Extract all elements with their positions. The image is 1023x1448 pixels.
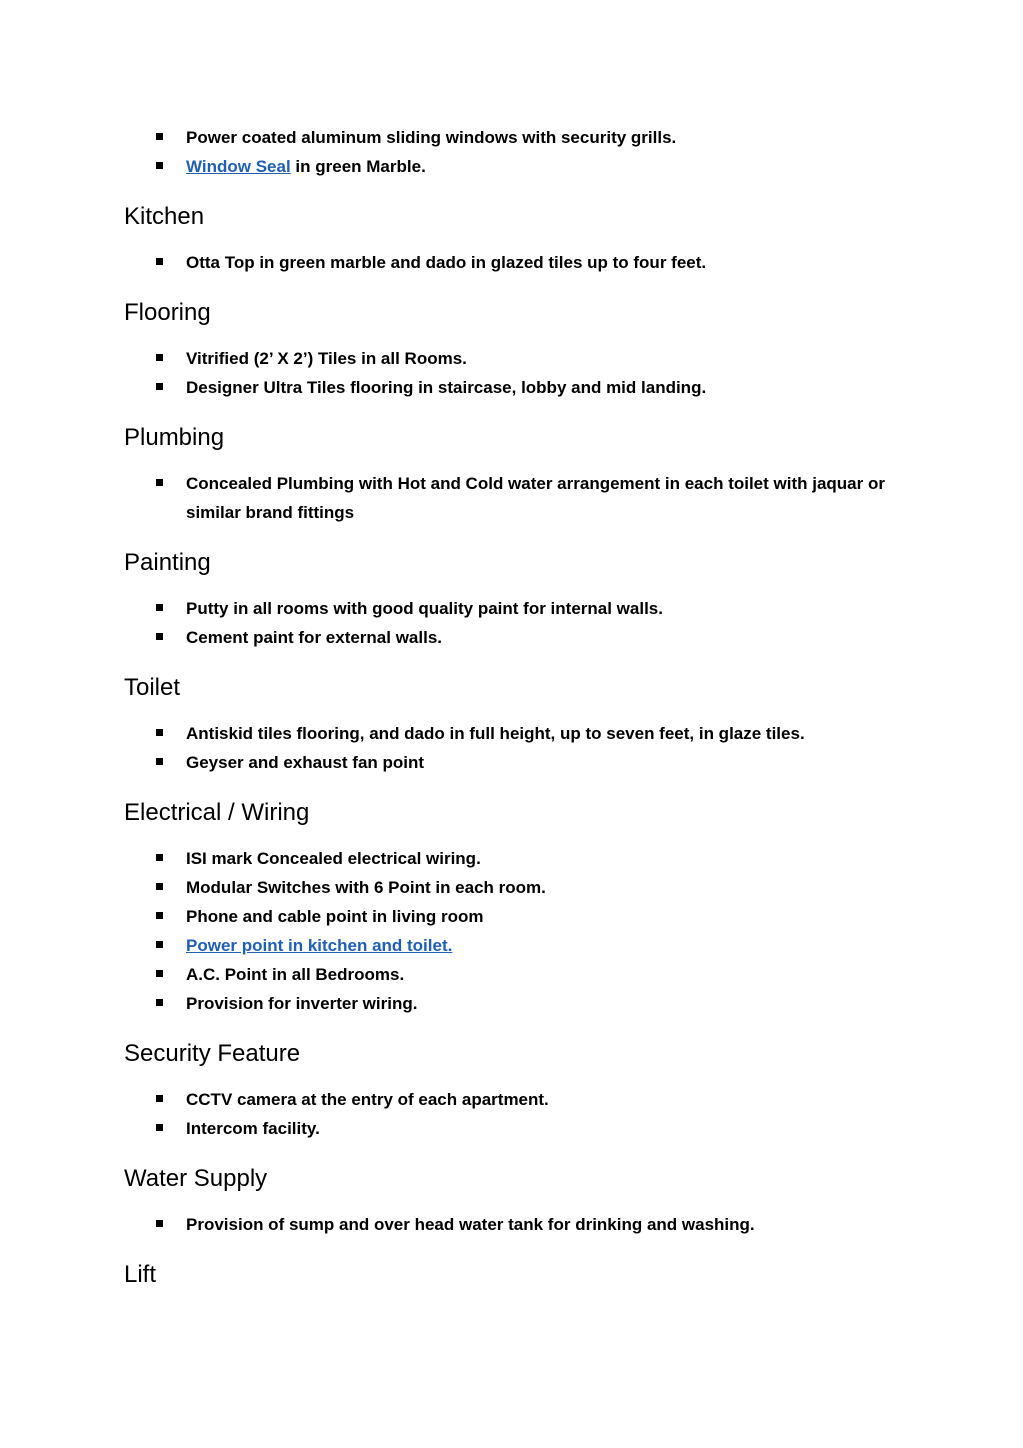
- square-bullet-icon: [156, 1124, 163, 1131]
- section-heading-kitchen: Kitchen: [124, 203, 205, 230]
- list-item-text: Phone and cable point in living room: [186, 907, 484, 926]
- square-bullet-icon: [156, 604, 163, 611]
- section-heading-security: Security Feature: [124, 1040, 301, 1067]
- list-item-text: CCTV camera at the entry of each apartment.: [186, 1090, 549, 1109]
- section-heading-lift: Lift: [124, 1261, 157, 1288]
- list-item-text: Provision of sump and over head water tank for drinking and washing.: [186, 1215, 755, 1234]
- list-item-text: Geyser and exhaust fan point: [186, 753, 425, 772]
- list-item-text: [186, 931, 906, 960]
- list-item-text: [186, 123, 906, 152]
- list-item-text: Intercom facility.: [186, 1119, 320, 1138]
- square-bullet-icon: [156, 258, 163, 265]
- section-heading-toilet: Toilet: [124, 674, 181, 701]
- section-heading-electrical: Electrical / Wiring: [124, 799, 310, 826]
- list-item-text: Putty in all rooms with good quality paint for internal walls.: [186, 599, 663, 618]
- window-seal-link[interactable]: Window Seal: [186, 157, 291, 176]
- section-heading-water-supply: Water Supply: [124, 1165, 268, 1192]
- power-point-link[interactable]: Power point in kitchen and toilet.: [186, 936, 453, 955]
- item-text: Power coated aluminum sliding windows with security grills.: [186, 128, 677, 147]
- list-item-text: Antiskid tiles flooring, and dado in full height, up to seven feet, in glaze tiles.: [186, 724, 805, 743]
- section-heading-plumbing: Plumbing: [124, 424, 225, 451]
- square-bullet-icon: [156, 970, 163, 977]
- square-bullet-icon: [156, 354, 163, 361]
- square-bullet-icon: [156, 999, 163, 1006]
- list-item-text: Cement paint for external walls.: [186, 628, 443, 647]
- square-bullet-icon: [156, 633, 163, 640]
- square-bullet-icon: [156, 383, 163, 390]
- list-item-text: Otta Top in green marble and dado in glazed tiles up to four feet.: [186, 253, 707, 272]
- square-bullet-icon: [156, 941, 163, 948]
- square-bullet-icon: [156, 883, 163, 890]
- square-bullet-icon: [156, 758, 163, 765]
- list-item-text: A.C. Point in all Bedrooms.: [186, 965, 405, 984]
- square-bullet-icon: [156, 1095, 163, 1102]
- square-bullet-icon: [156, 162, 163, 169]
- square-bullet-icon: [156, 912, 163, 919]
- item-text: in green Marble.: [290, 157, 426, 176]
- square-bullet-icon: [156, 479, 163, 486]
- list-item-text: [186, 152, 906, 181]
- list-item-text: Modular Switches with 6 Point in each room.: [186, 878, 546, 897]
- section-heading-flooring: Flooring: [124, 299, 211, 326]
- square-bullet-icon: [156, 729, 163, 736]
- list-item-text: ISI mark Concealed electrical wiring.: [186, 849, 481, 868]
- square-bullet-icon: [156, 854, 163, 861]
- list-item-text: Provision for inverter wiring.: [186, 994, 418, 1013]
- section-heading-painting: Painting: [124, 549, 211, 576]
- list-item-text: Designer Ultra Tiles flooring in staircase, lobby and mid landing.: [186, 378, 707, 397]
- list-item-text: Concealed Plumbing with Hot and Cold water arrangement in each toilet with jaquar or similar brand fittings: [186, 474, 885, 522]
- square-bullet-icon: [156, 1220, 163, 1227]
- square-bullet-icon: [156, 133, 163, 140]
- list-item-text: Vitrified (2’ X 2’) Tiles in all Rooms.: [186, 349, 467, 368]
